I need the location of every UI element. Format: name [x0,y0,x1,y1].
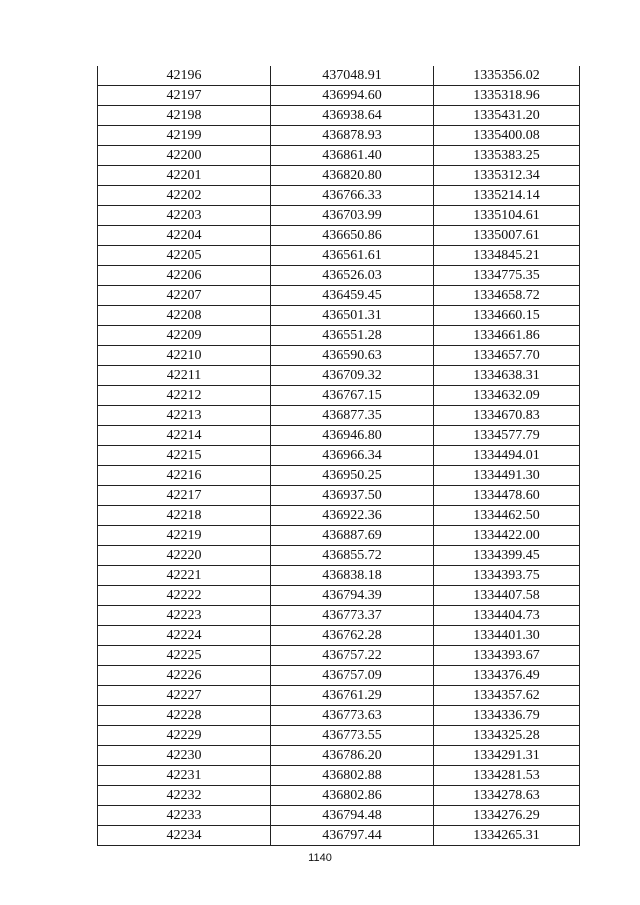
easting-cell: 436501.31 [271,306,434,326]
table-row [98,186,580,206]
point-id-cell: 42204 [98,226,271,246]
easting-cell: 436838.18 [271,566,434,586]
point-id-cell: 42219 [98,526,271,546]
point-id-cell: 42222 [98,586,271,606]
table-row [98,686,580,706]
table-row [98,386,580,406]
point-id-cell: 42201 [98,166,271,186]
table-row [98,106,580,126]
point-id-cell: 42224 [98,626,271,646]
table-row [98,506,580,526]
table-row [98,626,580,646]
northing-cell: 1334494.01 [434,446,580,466]
point-id-cell: 42209 [98,326,271,346]
northing-cell: 1334638.31 [434,366,580,386]
table-row [98,466,580,486]
northing-cell: 1335356.02 [434,66,580,86]
easting-cell: 436794.48 [271,806,434,826]
table-row [98,666,580,686]
point-id-cell: 42200 [98,146,271,166]
point-id-cell: 42234 [98,826,271,846]
point-id-cell: 42203 [98,206,271,226]
northing-cell: 1335104.61 [434,206,580,226]
northing-cell: 1334577.79 [434,426,580,446]
table-row [98,426,580,446]
point-id-cell: 42210 [98,346,271,366]
table-row [98,286,580,306]
point-id-cell: 42223 [98,606,271,626]
northing-cell: 1334491.30 [434,466,580,486]
table-row [98,126,580,146]
easting-cell: 436551.28 [271,326,434,346]
point-id-cell: 42202 [98,186,271,206]
table-row [98,586,580,606]
coordinate-table [97,66,580,846]
point-id-cell: 42232 [98,786,271,806]
table-row [98,726,580,746]
northing-cell: 1334401.30 [434,626,580,646]
northing-cell: 1335007.61 [434,226,580,246]
point-id-cell: 42214 [98,426,271,446]
point-id-cell: 42196 [98,66,271,86]
easting-cell: 436757.09 [271,666,434,686]
northing-cell: 1334404.73 [434,606,580,626]
table-row [98,646,580,666]
northing-cell: 1334658.72 [434,286,580,306]
table-row [98,66,580,86]
table-row [98,226,580,246]
table-row [98,706,580,726]
point-id-cell: 42197 [98,86,271,106]
point-id-cell: 42217 [98,486,271,506]
point-id-cell: 42233 [98,806,271,826]
coordinate-table-body [98,66,580,846]
northing-cell: 1334357.62 [434,686,580,706]
northing-cell: 1334462.50 [434,506,580,526]
table-row [98,166,580,186]
northing-cell: 1334393.67 [434,646,580,666]
northing-cell: 1334422.00 [434,526,580,546]
easting-cell: 436887.69 [271,526,434,546]
easting-cell: 436938.64 [271,106,434,126]
point-id-cell: 42231 [98,766,271,786]
table-row [98,146,580,166]
easting-cell: 436561.61 [271,246,434,266]
northing-cell: 1334478.60 [434,486,580,506]
northing-cell: 1334661.86 [434,326,580,346]
table-row [98,546,580,566]
table-row [98,766,580,786]
point-id-cell: 42227 [98,686,271,706]
easting-cell: 436877.35 [271,406,434,426]
easting-cell: 436786.20 [271,746,434,766]
northing-cell: 1335214.14 [434,186,580,206]
point-id-cell: 42208 [98,306,271,326]
table-row [98,806,580,826]
northing-cell: 1335400.08 [434,126,580,146]
point-id-cell: 42207 [98,286,271,306]
easting-cell: 436861.40 [271,146,434,166]
table-row [98,566,580,586]
easting-cell: 436761.29 [271,686,434,706]
point-id-cell: 42228 [98,706,271,726]
point-id-cell: 42205 [98,246,271,266]
northing-cell: 1334845.21 [434,246,580,266]
point-id-cell: 42221 [98,566,271,586]
northing-cell: 1335312.34 [434,166,580,186]
point-id-cell: 42220 [98,546,271,566]
northing-cell: 1334291.31 [434,746,580,766]
easting-cell: 436709.32 [271,366,434,386]
easting-cell: 436650.86 [271,226,434,246]
northing-cell: 1334336.79 [434,706,580,726]
easting-cell: 436855.72 [271,546,434,566]
point-id-cell: 42229 [98,726,271,746]
table-row [98,786,580,806]
northing-cell: 1334276.29 [434,806,580,826]
easting-cell: 436966.34 [271,446,434,466]
northing-cell: 1335383.25 [434,146,580,166]
easting-cell: 436762.28 [271,626,434,646]
easting-cell: 436946.80 [271,426,434,446]
northing-cell: 1334281.53 [434,766,580,786]
easting-cell: 436773.63 [271,706,434,726]
easting-cell: 436773.55 [271,726,434,746]
northing-cell: 1334660.15 [434,306,580,326]
table-row [98,306,580,326]
table-row [98,826,580,846]
northing-cell: 1334407.58 [434,586,580,606]
easting-cell: 436794.39 [271,586,434,606]
table-row [98,246,580,266]
point-id-cell: 42225 [98,646,271,666]
easting-cell: 436767.15 [271,386,434,406]
table-row [98,486,580,506]
northing-cell: 1334657.70 [434,346,580,366]
easting-cell: 436802.88 [271,766,434,786]
point-id-cell: 42212 [98,386,271,406]
northing-cell: 1334670.83 [434,406,580,426]
easting-cell: 436802.86 [271,786,434,806]
point-id-cell: 42230 [98,746,271,766]
easting-cell: 436757.22 [271,646,434,666]
northing-cell: 1334376.49 [434,666,580,686]
northing-cell: 1335431.20 [434,106,580,126]
easting-cell: 436994.60 [271,86,434,106]
point-id-cell: 42213 [98,406,271,426]
easting-cell: 436773.37 [271,606,434,626]
table-row [98,266,580,286]
table-row [98,326,580,346]
table-row [98,206,580,226]
easting-cell: 436526.03 [271,266,434,286]
point-id-cell: 42199 [98,126,271,146]
northing-cell: 1334775.35 [434,266,580,286]
easting-cell: 436766.33 [271,186,434,206]
point-id-cell: 42198 [98,106,271,126]
table-row [98,746,580,766]
northing-cell: 1334399.45 [434,546,580,566]
easting-cell: 436820.80 [271,166,434,186]
point-id-cell: 42226 [98,666,271,686]
table-row [98,366,580,386]
northing-cell: 1335318.96 [434,86,580,106]
easting-cell: 436922.36 [271,506,434,526]
easting-cell: 436797.44 [271,826,434,846]
easting-cell: 436703.99 [271,206,434,226]
easting-cell: 436459.45 [271,286,434,306]
point-id-cell: 42218 [98,506,271,526]
table-row [98,406,580,426]
table-row [98,446,580,466]
table-row [98,346,580,366]
northing-cell: 1334278.63 [434,786,580,806]
point-id-cell: 42206 [98,266,271,286]
point-id-cell: 42215 [98,446,271,466]
point-id-cell: 42211 [98,366,271,386]
point-id-cell: 42216 [98,466,271,486]
northing-cell: 1334325.28 [434,726,580,746]
table-row [98,606,580,626]
easting-cell: 437048.91 [271,66,434,86]
easting-cell: 436590.63 [271,346,434,366]
northing-cell: 1334393.75 [434,566,580,586]
page-number: 1140 [308,852,332,864]
northing-cell: 1334265.31 [434,826,580,846]
easting-cell: 436950.25 [271,466,434,486]
table-row [98,526,580,546]
easting-cell: 436878.93 [271,126,434,146]
easting-cell: 436937.50 [271,486,434,506]
table-row [98,86,580,106]
northing-cell: 1334632.09 [434,386,580,406]
